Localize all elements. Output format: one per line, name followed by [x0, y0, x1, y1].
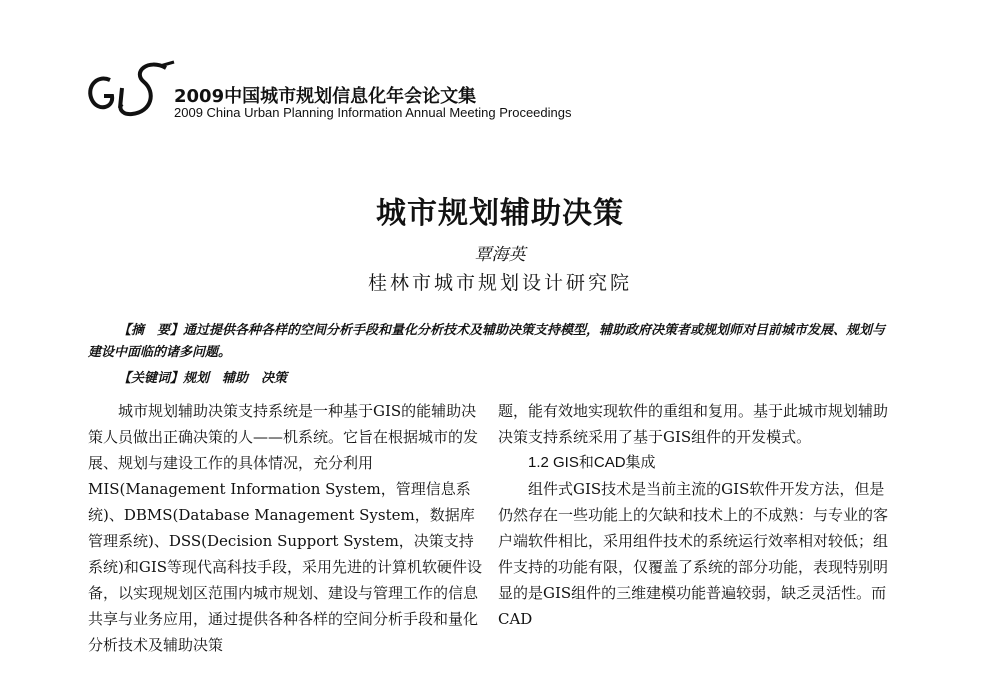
keywords-text: 规划 辅助 决策: [183, 371, 288, 386]
abstract: [88, 320, 888, 364]
body-paragraph: 组件式GIS技术是当前主流的GIS软件开发方法，但是仍然存在一些功能上的欠缺和技术上的不成熟：与专业的客户端软件相比，采用组件技术的系统运行效率相对较低；组件支持的功能有限，仅覆盖了系统的部分功能，表现特别明显的是GIS组件的三维建模功能普遍较弱，缺乏灵活性。而CAD: [498, 480, 889, 628]
svg-text:GIS: GIS: [82, 58, 84, 59]
proceedings-header: [82, 58, 782, 128]
paper-affiliation: 桂林市城市规划设计研究院: [367, 272, 632, 294]
gis-logo-icon: [82, 58, 182, 124]
abstract-label: 【摘 要】: [118, 323, 184, 338]
body-paragraph: 题，能有效地实现软件的重组和复用。基于此城市规划辅助决策支持系统采用了基于GIS组件的开发模式。: [498, 402, 889, 446]
proceedings-title-cn: 2009中国城市规划信息化年会论文集: [174, 86, 477, 107]
keywords: [118, 367, 287, 386]
body-column-left: [88, 398, 486, 658]
body-column-right: [498, 398, 890, 632]
paper-title: 城市规划辅助决策: [376, 196, 624, 231]
body-paragraph: 城市规划辅助决策支持系统是一种基于GIS的能辅助决策人员做出正确决策的人——机系统。它旨在根据城市的发展、规划与建设工作的具体情况，充分利用MIS(Management Information System，管理信息系统)、DBMS(Database Management System，数据库管理系统)、DSS(Decision Support System，决策支持系统)和GIS等现代高科技手段，采用先进的计算机软硬件设备，以实现规划区范围内城市规划、建设与管理工作的信息共享与业务应用，通过提供各种各样的空间分析手段和量化分析技术及辅助决策: [88, 402, 483, 654]
keywords-label: 【关键词】: [118, 371, 184, 386]
proceedings-title-en: 2009 China Urban Planning Information Annual Meeting Proceedings: [174, 105, 572, 120]
section-heading: 1.2 GIS和CAD集成: [528, 454, 656, 471]
abstract-text: 通过提供各种各样的空间分析手段和量化分析技术及辅助决策支持模型，辅助政府决策者或规划师对目前城市发展、规划与建设中面临的诸多问题。: [88, 323, 886, 360]
paper-author: 覃海英: [474, 245, 526, 265]
